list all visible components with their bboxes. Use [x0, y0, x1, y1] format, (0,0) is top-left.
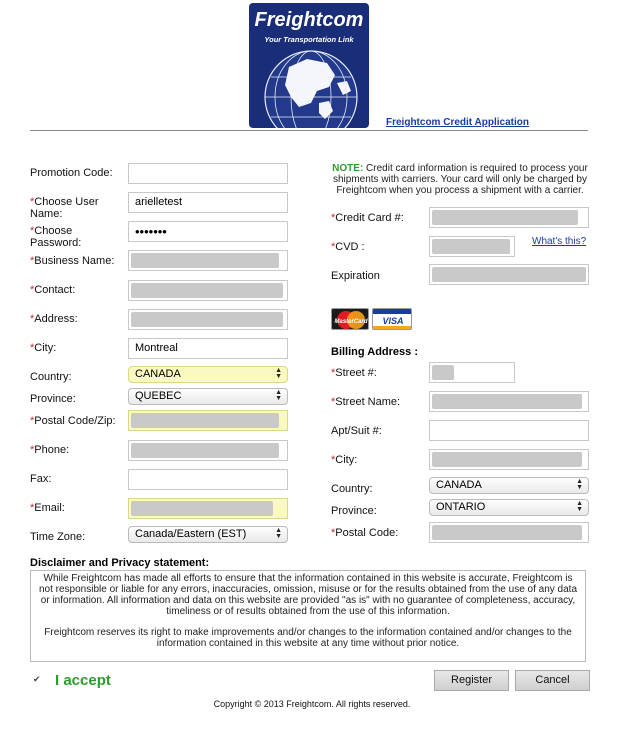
billing-postal-label: *Postal Code: [331, 527, 399, 539]
phone-input[interactable] [128, 440, 288, 461]
city-label: *City: [30, 342, 57, 354]
postal-label: *Postal Code/Zip: [30, 415, 116, 427]
freightcom-logo [249, 3, 369, 128]
country-value: CANADA [135, 368, 181, 380]
credit-card-label: *Credit Card #: [331, 212, 404, 224]
country-select[interactable] [128, 366, 288, 383]
province-label: Province: [30, 393, 76, 405]
mastercard-icon [331, 308, 369, 330]
fax-input[interactable] [128, 469, 288, 490]
expiration-label: Expiration [331, 270, 380, 282]
header-divider [30, 130, 588, 131]
country-label: Country: [30, 371, 72, 383]
globe-icon [249, 45, 369, 128]
disclaimer-paragraph-1: While Freightcom has made all efforts to ensure that the information contained in this website is accurate, Freightcom is not responsible or liable for any errors, inaccuracies, omission, misuse or for the results obtained from the use of any data or information. All information and data on this website are provided "as is" with no guarantee of completeness, accuracy, timeliness or of results obtained from the use of this information. [38, 573, 578, 617]
billing-city-label: *City: [331, 454, 358, 466]
svg-text:MasterCard: MasterCard [334, 319, 368, 325]
billing-country-label: Country: [331, 483, 373, 495]
timezone-value: Canada/Eastern (EST) [135, 528, 247, 540]
logo-tagline: Your Transportation Link [264, 35, 354, 44]
visa-icon [372, 308, 412, 330]
street-no-label: *Street #: [331, 367, 377, 379]
city-input[interactable]: Montreal [128, 338, 288, 359]
chevron-updown-icon: ▲ ▼ [275, 389, 282, 402]
billing-city-input[interactable] [429, 449, 589, 470]
credit-card-input[interactable] [429, 207, 589, 228]
phone-label: *Phone: [30, 444, 70, 456]
username-label: *Choose User Name: [30, 196, 99, 220]
apt-input[interactable] [429, 420, 589, 441]
billing-province-label: Province: [331, 505, 377, 517]
username-input[interactable]: arielletest [128, 192, 288, 213]
accept-checkbox[interactable]: ✔ [33, 674, 41, 684]
password-input[interactable]: ••••••• [128, 221, 288, 242]
cvd-label: *CVD : [331, 241, 365, 253]
contact-label: *Contact: [30, 284, 76, 296]
contact-input[interactable] [128, 280, 288, 301]
business-name-label: *Business Name: [30, 255, 115, 267]
billing-country-select[interactable] [429, 477, 589, 494]
address-label: *Address: [30, 313, 78, 325]
promo-label: Promotion Code: [30, 167, 113, 179]
timezone-label: Time Zone: [30, 531, 86, 543]
postal-code-input[interactable] [128, 410, 288, 431]
cvd-input[interactable] [429, 236, 515, 257]
register-button[interactable]: Register [434, 670, 509, 691]
disclaimer-box[interactable] [30, 570, 586, 662]
password-label: *Choose Password: [30, 225, 82, 249]
email-label: *Email: [30, 502, 65, 514]
street-name-input[interactable] [429, 391, 589, 412]
fax-label: Fax: [30, 473, 52, 485]
chevron-updown-icon: ▲ ▼ [576, 478, 583, 491]
chevron-updown-icon: ▲ ▼ [576, 500, 583, 513]
disclaimer-paragraph-2: Freightcom reserves its right to make improvements and/or changes to the information contained and/or changes to the information contained in this website at any time without prior notice. [44, 627, 572, 649]
address-input[interactable] [128, 309, 288, 330]
disclaimer-title: Disclaimer and Privacy statement: [30, 557, 210, 569]
billing-postal-input[interactable] [429, 522, 589, 543]
apt-label: Apt/Suit #: [331, 425, 382, 437]
svg-text:VISA: VISA [382, 316, 404, 326]
credit-card-note: NOTE: Credit card information is required to process your shipments with carriers. Your card will only be charged by Freightcom when you process a shipment with a carrier. [332, 163, 588, 196]
credit-application-link[interactable]: Freightcom Credit Application [386, 117, 529, 128]
street-name-label: *Street Name: [331, 396, 401, 408]
billing-province-value: ONTARIO [436, 501, 486, 513]
expiration-input[interactable] [429, 264, 589, 285]
street-no-input[interactable] [429, 362, 515, 383]
billing-address-title: Billing Address : [331, 346, 418, 358]
promo-code-input[interactable] [128, 163, 288, 184]
billing-province-select[interactable] [429, 499, 589, 516]
province-select[interactable] [128, 388, 288, 405]
chevron-updown-icon: ▲ ▼ [275, 367, 282, 380]
province-value: QUEBEC [135, 390, 182, 402]
cancel-button[interactable]: Cancel [515, 670, 590, 691]
accept-label: I accept [55, 672, 111, 689]
chevron-updown-icon: ▲ ▼ [275, 527, 282, 540]
whats-this-link[interactable]: What's this? [532, 236, 587, 247]
billing-country-value: CANADA [436, 479, 482, 491]
copyright: Copyright © 2013 Freightcom. All rights reserved. [213, 699, 411, 709]
logo-title: Freightcom [254, 9, 364, 31]
email-input[interactable] [128, 498, 288, 519]
timezone-select[interactable] [128, 526, 288, 543]
business-name-input[interactable] [128, 250, 288, 271]
